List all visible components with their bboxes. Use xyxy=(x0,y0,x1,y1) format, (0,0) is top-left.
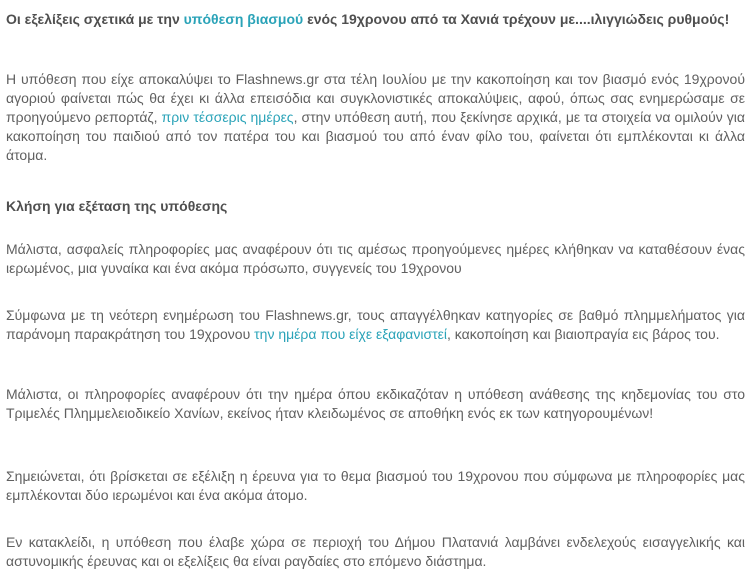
article-subheading: Κλήση για εξέταση της υπόθεσης xyxy=(6,198,228,214)
lead-text-after: ενός 19χρονου από τα Χανιά τρέχουν με....ιλιγγιώδεις ρυθμούς! xyxy=(303,11,730,27)
article-paragraph-6: Εν κατακλείδι, η υπόθεση που έλαβε χώρα σε περιοχή του Δήμου Πλατανιά λαμβάνει ενδελεχούς εισαγγελικής και αστυνομικής έρευνας και οι εξελίξεις θα είναι ραγδαίες στο επόμενο διάστημα. xyxy=(6,534,745,569)
lead-text-before: Οι εξελίξεις σχετικά με την xyxy=(6,11,184,27)
link-four-days-ago[interactable]: πριν τέσσερις ημέρες xyxy=(161,109,294,125)
paragraph-3-text-after: , κακοποίηση και βιαιοπραγία εις βάρος του. xyxy=(447,326,720,342)
article-paragraph-3 xyxy=(6,306,745,344)
article-paragraph-1 xyxy=(6,70,745,165)
article-lead xyxy=(6,10,745,29)
article-paragraph-4: Μάλιστα, οι πληροφορίες αναφέρουν ότι την ημέρα όπου εκδικαζόταν η υπόθεση ανάθεσης της κηδεμονίας του στο Τριμελές Πλημμελειοδικείο Χανίων, εκείνος ήταν κλειδωμένος σε αποθήκη ενός εκ των κατηγορουμένων! xyxy=(6,386,745,421)
paragraph-3-text-before: Σύμφωνα με τη νεότερη ενημέρωση του Flashnews.gr, τους απαγγέλθηκαν κατηγορίες σε βαθμό πλημμελήματος για παράνομη παρακράτηση του 19χρονου xyxy=(6,307,745,342)
paragraph-1-text-after: , στην υπόθεση αυτή, που ξεκίνησε αρχικά, με τα στοιχεία να ομιλούν για κακοποίηση του παιδιού από τον πατέρα του και βιασμού του από έναν φίλο του, φαίνεται ότι εμπλέκονται κι άλλα άτομα. xyxy=(6,109,745,163)
article-paragraph-5: Σημειώνεται, ότι βρίσκεται σε εξέλιξη η έρευνα για το θεμα βιασμού του 19χρονου που σύμφωνα με πληροφορίες μας εμπλέκονται δύο ιερωμένοι και ένα ακόμα άτομο. xyxy=(6,468,745,503)
paragraph-1-text-before: Η υπόθεση που είχε αποκαλύψει το Flashnews.gr στα τέλη Ιουλίου με την κακοποίηση και τον βιασμό ενός 19χρονού αγοριού φαίνεται πώς θα έχει κι άλλα επεισόδια και συγκλονιστικές αποκαλύψεις, αφού, όπως σας ενημερώσαμε σε προηγούμενο ρεπορτάζ, xyxy=(6,71,745,125)
link-day-of-disappearance[interactable]: την ημέρα που είχε εξαφανιστεί xyxy=(254,326,448,342)
article-paragraph-2: Μάλιστα, ασφαλείς πληροφορίες μας αναφέρουν ότι τις αμέσως προηγούμενες ημέρες κλήθηκαν να καταθέσουν ένας ιερωμένος, μια γυναίκα και ένα ακόμα πρόσωπο, συγγενείς του 19χρονου xyxy=(6,241,745,276)
link-rape-case[interactable]: υπόθεση βιασμού xyxy=(183,11,304,27)
